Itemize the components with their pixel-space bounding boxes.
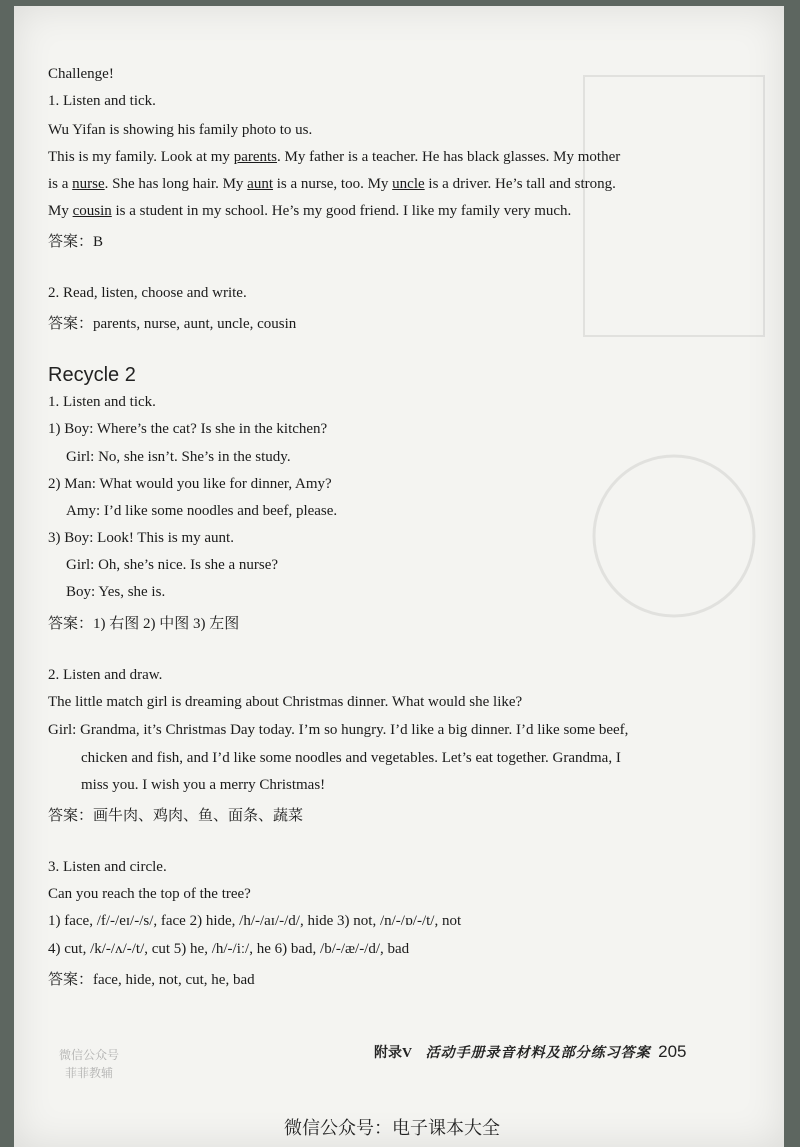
- paragraph-line-2: is a nurse. She has long hair. My aunt is a nurse, too. My uncle is a driver. He’s tall and strong.: [48, 176, 616, 192]
- recycle-heading: Recycle 2: [48, 364, 136, 386]
- phonics-row-1: 1) face, /f/-/eɪ/-/s/, face 2) hide, /h/-/aɪ/-/d/, hide 3) not, /n/-/ɒ/-/t/, not: [48, 913, 462, 929]
- watermark-badge: [34, 1046, 144, 1082]
- paragraph-line-1: This is my family. Look at my parents. My father is a teacher. He has black glasses. My mother: [48, 149, 621, 165]
- challenge-q1-title: 1. Listen and tick.: [48, 93, 156, 109]
- challenge-intro: Wu Yifan is showing his family photo to us.: [48, 122, 313, 138]
- dialogue-1-line-b: Girl: No, she isn’t. She’s in the study.: [66, 449, 291, 465]
- challenge-q2-title: 2. Read, listen, choose and write.: [48, 285, 247, 301]
- recycle-q3-title: 3. Listen and circle.: [48, 859, 167, 875]
- underlined-word-uncle: uncle: [392, 176, 425, 192]
- watermark-line-1: 微信公众号: [58, 1048, 119, 1062]
- girl-line-2: chicken and fish, and I’d like some noodles and vegetables. Let’s eat together. Grandma, I: [81, 750, 621, 766]
- girl-line-3: miss you. I wish you a merry Christmas!: [81, 777, 326, 793]
- phonics-row-2: 4) cut, /k/-/ʌ/-/t/, cut 5) he, /h/-/iː/, he 6) bad, /b/-/æ/-/d/, bad: [48, 941, 410, 957]
- document-page: [14, 6, 784, 1147]
- page-number: 205: [658, 1042, 687, 1061]
- dialogue-2-line-b: Amy: I’d like some noodles and beef, please.: [66, 503, 338, 519]
- challenge-answer-1: 答案：B: [48, 234, 104, 250]
- recycle-q1-title: 1. Listen and tick.: [48, 394, 156, 410]
- recycle-answer-2: 答案：画牛肉、鸡肉、鱼、面条、蔬菜: [48, 808, 304, 824]
- recycle-q2-title: 2. Listen and draw.: [48, 667, 163, 683]
- recycle-q2-intro: The little match girl is dreaming about Christmas dinner. What would she like?: [48, 694, 523, 710]
- bottom-watermark: 微信公众号：电子课本大全: [284, 1118, 500, 1139]
- dialogue-2-line-a: 2) Man: What would you like for dinner, Amy?: [48, 476, 332, 492]
- page-footer: [374, 1042, 687, 1062]
- dialogue-3-line-c: Boy: Yes, she is.: [66, 584, 166, 600]
- recycle-answer-3: 答案：face, hide, not, cut, he, bad: [48, 972, 255, 988]
- underlined-word-cousin: cousin: [72, 203, 112, 219]
- challenge-title: Challenge!: [48, 66, 114, 82]
- paragraph-line-3: My cousin is a student in my school. He’s my good friend. I like my family very much.: [48, 203, 572, 219]
- underlined-word-parents: parents: [233, 149, 278, 165]
- challenge-answer-2: 答案：parents, nurse, aunt, uncle, cousin: [48, 316, 297, 332]
- underlined-word-aunt: aunt: [247, 176, 273, 192]
- footer-appendix-label: 附录V: [374, 1046, 413, 1061]
- dialogue-1-line-a: 1) Boy: Where’s the cat? Is she in the kitchen?: [48, 421, 328, 437]
- dialogue-3-line-b: Girl: Oh, she’s nice. Is she a nurse?: [66, 557, 279, 573]
- footer-title: 活动手册录音材料及部分练习答案: [425, 1046, 651, 1061]
- underlined-word-nurse: nurse: [72, 176, 105, 192]
- dialogue-3-line-a: 3) Boy: Look! This is my aunt.: [48, 530, 234, 546]
- watermark-line-2: 菲菲教辅: [64, 1066, 113, 1080]
- recycle-answer-1: 答案：1) 右图 2) 中图 3) 左图: [48, 616, 240, 632]
- recycle-q3-intro: Can you reach the top of the tree?: [48, 886, 251, 902]
- girl-line-1: Girl: Grandma, it’s Christmas Day today. I’m so hungry. I’d like a big dinner. I’d like some beef,: [48, 722, 629, 738]
